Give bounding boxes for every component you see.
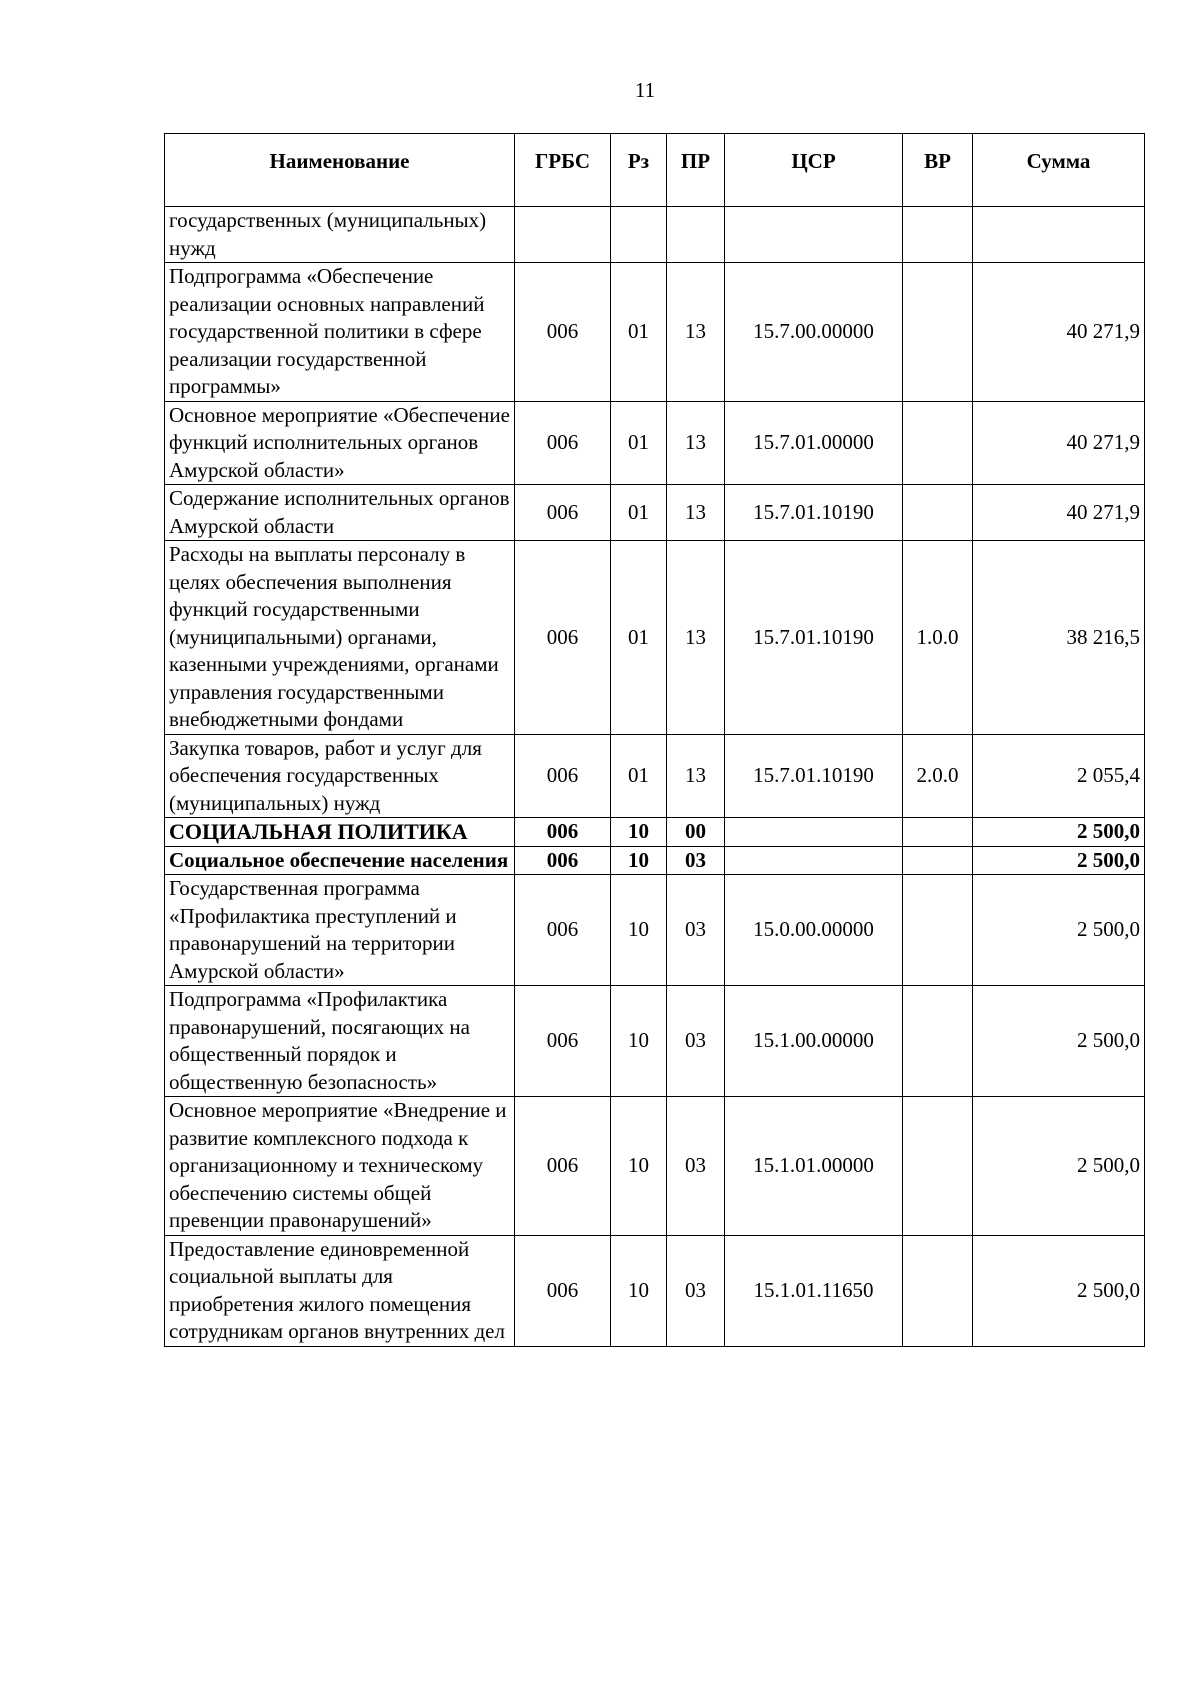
cell-sum: 40 271,9 — [973, 401, 1145, 485]
table-row — [165, 818, 1145, 847]
cell-csr: 15.7.01.00000 — [725, 401, 903, 485]
cell-vr: 2.0.0 — [903, 734, 973, 818]
cell-vr — [903, 1235, 973, 1346]
table-row — [165, 846, 1145, 875]
cell-vr: 1.0.0 — [903, 541, 973, 735]
table-row — [165, 875, 1145, 986]
cell-name: Основное мероприятие «Внедрение и развитие комплексного подхода к организационному и техническому обеспечению системы общей превенции правонарушений» — [165, 1097, 515, 1236]
cell-grbs: 006 — [515, 986, 611, 1097]
header-grbs: ГРБС — [515, 134, 611, 207]
cell-csr: 15.0.00.00000 — [725, 875, 903, 986]
cell-grbs: 006 — [515, 401, 611, 485]
header-csr: ЦСР — [725, 134, 903, 207]
cell-vr — [903, 263, 973, 402]
cell-name: Закупка товаров, работ и услуг для обеспечения государственных (муниципальных) нужд — [165, 734, 515, 818]
cell-vr — [903, 401, 973, 485]
cell-rz: 10 — [611, 875, 667, 986]
table-row — [165, 1235, 1145, 1346]
table-row — [165, 734, 1145, 818]
cell-rz — [611, 207, 667, 263]
cell-pr: 03 — [667, 1097, 725, 1236]
table-row — [165, 207, 1145, 263]
cell-vr — [903, 207, 973, 263]
cell-name: Подпрограмма «Обеспечение реализации основных направлений государственной политики в сфере реализации государственной программы» — [165, 263, 515, 402]
header-rz: Рз — [611, 134, 667, 207]
cell-grbs: 006 — [515, 846, 611, 875]
cell-rz: 10 — [611, 1235, 667, 1346]
cell-vr — [903, 485, 973, 541]
table-row — [165, 401, 1145, 485]
cell-csr: 15.7.01.10190 — [725, 485, 903, 541]
cell-sum: 2 055,4 — [973, 734, 1145, 818]
cell-name: Подпрограмма «Профилактика правонарушений, посягающих на общественный порядок и общественную безопасность» — [165, 986, 515, 1097]
cell-sum: 2 500,0 — [973, 1097, 1145, 1236]
cell-vr — [903, 818, 973, 847]
cell-pr: 03 — [667, 846, 725, 875]
cell-grbs: 006 — [515, 1097, 611, 1236]
header-sum: Сумма — [973, 134, 1145, 207]
cell-rz: 01 — [611, 401, 667, 485]
budget-table — [164, 133, 1145, 1347]
cell-vr — [903, 846, 973, 875]
cell-csr — [725, 846, 903, 875]
page-number: 11 — [634, 78, 656, 102]
cell-csr: 15.1.01.00000 — [725, 1097, 903, 1236]
cell-grbs: 006 — [515, 734, 611, 818]
cell-rz: 10 — [611, 1097, 667, 1236]
header-name: Наименование — [165, 134, 515, 207]
table-row — [165, 263, 1145, 402]
cell-grbs: 006 — [515, 263, 611, 402]
cell-csr: 15.7.01.10190 — [725, 734, 903, 818]
cell-grbs: 006 — [515, 875, 611, 986]
cell-rz: 10 — [611, 818, 667, 847]
cell-sum: 2 500,0 — [973, 1235, 1145, 1346]
cell-pr: 03 — [667, 875, 725, 986]
cell-csr: 15.7.01.10190 — [725, 541, 903, 735]
cell-sum: 2 500,0 — [973, 818, 1145, 847]
table-row — [165, 485, 1145, 541]
cell-sum: 2 500,0 — [973, 875, 1145, 986]
cell-grbs: 006 — [515, 1235, 611, 1346]
header-vr: ВР — [903, 134, 973, 207]
cell-vr — [903, 875, 973, 986]
cell-name: Предоставление единовременной социальной выплаты для приобретения жилого помещения сотрудникам органов внутренних дел — [165, 1235, 515, 1346]
table-row — [165, 986, 1145, 1097]
cell-vr — [903, 986, 973, 1097]
cell-pr — [667, 207, 725, 263]
cell-grbs: 006 — [515, 485, 611, 541]
cell-name: Социальное обеспечение населения — [165, 846, 515, 875]
cell-sum: 2 500,0 — [973, 986, 1145, 1097]
cell-sum: 38 216,5 — [973, 541, 1145, 735]
cell-pr: 13 — [667, 263, 725, 402]
cell-rz: 01 — [611, 485, 667, 541]
cell-csr: 15.1.01.11650 — [725, 1235, 903, 1346]
cell-pr: 13 — [667, 485, 725, 541]
cell-rz: 01 — [611, 541, 667, 735]
cell-pr: 13 — [667, 541, 725, 735]
cell-name: Государственная программа «Профилактика преступлений и правонарушений на территории Амурской области» — [165, 875, 515, 986]
cell-sum — [973, 207, 1145, 263]
cell-name: СОЦИАЛЬНАЯ ПОЛИТИКА — [165, 818, 515, 847]
cell-sum: 2 500,0 — [973, 846, 1145, 875]
cell-name: Расходы на выплаты персоналу в целях обеспечения выполнения функций государственными (муниципальными) органами, казенными учреждениями, органами управления государственными внебюджетными фондами — [165, 541, 515, 735]
cell-csr: 15.1.00.00000 — [725, 986, 903, 1097]
table-row — [165, 541, 1145, 735]
cell-name: Содержание исполнительных органов Амурской области — [165, 485, 515, 541]
cell-grbs — [515, 207, 611, 263]
cell-pr: 03 — [667, 1235, 725, 1346]
table-header-row — [165, 134, 1145, 207]
cell-pr: 03 — [667, 986, 725, 1097]
cell-grbs: 006 — [515, 541, 611, 735]
table-row — [165, 1097, 1145, 1236]
cell-pr: 00 — [667, 818, 725, 847]
cell-rz: 01 — [611, 263, 667, 402]
cell-grbs: 006 — [515, 818, 611, 847]
cell-vr — [903, 1097, 973, 1236]
header-pr: ПР — [667, 134, 725, 207]
cell-rz: 10 — [611, 846, 667, 875]
cell-pr: 13 — [667, 734, 725, 818]
cell-rz: 10 — [611, 986, 667, 1097]
cell-csr: 15.7.00.00000 — [725, 263, 903, 402]
cell-name: Основное мероприятие «Обеспечение функций исполнительных органов Амурской области» — [165, 401, 515, 485]
cell-sum: 40 271,9 — [973, 485, 1145, 541]
cell-pr: 13 — [667, 401, 725, 485]
cell-rz: 01 — [611, 734, 667, 818]
cell-csr — [725, 207, 903, 263]
cell-sum: 40 271,9 — [973, 263, 1145, 402]
cell-csr — [725, 818, 903, 847]
cell-name: государственных (муниципальных) нужд — [165, 207, 515, 263]
